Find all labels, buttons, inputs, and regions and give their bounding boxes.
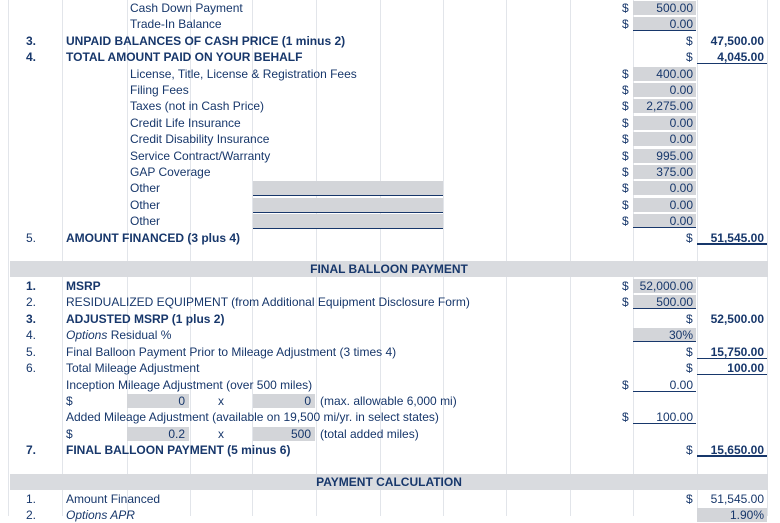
total-cell: 15,750.00 bbox=[697, 345, 767, 359]
row-label: Filing Fees bbox=[130, 83, 189, 97]
other-description-input[interactable] bbox=[253, 214, 443, 229]
amount-cell[interactable]: 375.00 bbox=[633, 165, 696, 179]
row-payment-amount-financed bbox=[0, 491, 780, 507]
row-label: Credit Life Insurance bbox=[130, 116, 241, 130]
miles-input[interactable]: 500 bbox=[253, 427, 315, 441]
row-label: GAP Coverage bbox=[130, 165, 211, 179]
other-description-input[interactable] bbox=[253, 181, 443, 196]
amount-cell[interactable]: 500.00 bbox=[633, 1, 696, 15]
amount-cell[interactable]: 995.00 bbox=[633, 149, 696, 163]
row-trade-in bbox=[0, 16, 780, 32]
row-label: MSRP bbox=[66, 279, 101, 293]
dollar-sign: $ bbox=[622, 378, 629, 392]
row-label-rest: Residual % bbox=[107, 328, 172, 342]
row-credit-disability bbox=[0, 131, 780, 147]
row-number: 2. bbox=[26, 295, 37, 309]
miles-input[interactable]: 0 bbox=[253, 394, 315, 408]
dollar-sign: $ bbox=[622, 67, 629, 81]
amount-cell[interactable]: 0.00 bbox=[633, 181, 696, 195]
dollar-sign: $ bbox=[622, 165, 629, 179]
dollar-sign: $ bbox=[622, 181, 629, 195]
row-msrp bbox=[0, 278, 780, 294]
dollar-sign: $ bbox=[686, 34, 693, 48]
row-cash-down bbox=[0, 0, 780, 16]
row-credit-life bbox=[0, 115, 780, 131]
dollar-sign: $ bbox=[686, 492, 693, 506]
dollar-sign: $ bbox=[622, 99, 629, 113]
dollar-sign: $ bbox=[622, 116, 629, 130]
row-added-calc bbox=[0, 426, 780, 442]
dollar-sign: $ bbox=[622, 279, 629, 293]
row-label: Credit Disability Insurance bbox=[130, 132, 270, 146]
row-number: 7. bbox=[26, 443, 37, 457]
row-number: 1. bbox=[26, 279, 37, 293]
row-balloon-prior bbox=[0, 344, 780, 360]
row-inception-mileage bbox=[0, 377, 780, 393]
row-label: ADJUSTED MSRP (1 plus 2) bbox=[66, 312, 225, 326]
percent-cell[interactable]: 1.90% bbox=[697, 508, 767, 522]
row-service-contract bbox=[0, 148, 780, 164]
dollar-sign: $ bbox=[686, 50, 693, 64]
rate-input[interactable]: 0.2 bbox=[127, 427, 189, 441]
amount-cell: 100.00 bbox=[633, 410, 696, 424]
row-options-residual bbox=[0, 327, 780, 343]
row-label: Trade-In Balance bbox=[130, 17, 222, 31]
row-options-apr bbox=[0, 507, 780, 523]
row-label: Amount Financed bbox=[66, 492, 161, 506]
row-taxes bbox=[0, 98, 780, 114]
times-sign: x bbox=[218, 427, 224, 441]
dollar-sign: $ bbox=[686, 231, 693, 245]
dollar-sign: $ bbox=[622, 17, 629, 31]
row-number: 5. bbox=[26, 231, 37, 245]
total-cell: 15,650.00 bbox=[697, 443, 767, 457]
row-label: UNPAID BALANCES OF CASH PRICE (1 minus 2) bbox=[66, 34, 346, 48]
row-label: Cash Down Payment bbox=[130, 1, 243, 15]
row-other bbox=[0, 197, 780, 213]
section-header-balloon: FINAL BALLOON PAYMENT bbox=[10, 261, 768, 277]
row-number: 4. bbox=[26, 328, 37, 342]
row-number: 5. bbox=[26, 345, 37, 359]
row-added-mileage bbox=[0, 409, 780, 425]
row-label: Options APR bbox=[66, 508, 135, 522]
row-number: 3. bbox=[26, 312, 37, 326]
row-number: 4. bbox=[26, 50, 37, 64]
row-label: Other bbox=[130, 181, 161, 195]
row-gap-coverage bbox=[0, 164, 780, 180]
row-label: FINAL BALLOON PAYMENT (5 minus 6) bbox=[66, 443, 291, 457]
amount-cell[interactable]: 0.00 bbox=[633, 116, 696, 130]
row-other bbox=[0, 180, 780, 196]
row-label: Other bbox=[130, 214, 161, 228]
row-inception-calc bbox=[0, 393, 780, 409]
row-number: 6. bbox=[26, 361, 37, 375]
times-sign: x bbox=[218, 394, 224, 408]
row-label: Added Mileage Adjustment (available on 19,500 mi/yr. in select states) bbox=[66, 410, 439, 424]
row-label bbox=[66, 327, 171, 343]
dollar-sign: $ bbox=[622, 132, 629, 146]
total-cell: 51,545.00 bbox=[697, 231, 767, 245]
row-other bbox=[0, 213, 780, 229]
total-cell: 4,045.00 bbox=[697, 50, 767, 64]
total-cell: 52,500.00 bbox=[710, 312, 764, 326]
row-label: Service Contract/Warranty bbox=[130, 149, 271, 163]
dollar-sign: $ bbox=[686, 345, 693, 359]
row-unpaid-balance bbox=[0, 33, 780, 49]
other-description-input[interactable] bbox=[253, 198, 443, 213]
amount-cell[interactable]: 0.00 bbox=[633, 17, 696, 31]
amount-cell[interactable]: 0.00 bbox=[633, 214, 696, 228]
dollar-sign: $ bbox=[622, 1, 629, 15]
row-label: AMOUNT FINANCED (3 plus 4) bbox=[66, 231, 240, 245]
dollar-sign: $ bbox=[686, 443, 693, 457]
row-amount-financed bbox=[0, 230, 780, 246]
row-residualized-equipment bbox=[0, 294, 780, 310]
section-header-payment: PAYMENT CALCULATION bbox=[10, 474, 768, 490]
row-label-italic: Options bbox=[66, 328, 108, 342]
amount-cell[interactable]: 400.00 bbox=[633, 67, 696, 81]
rate-input[interactable]: 0 bbox=[127, 394, 189, 408]
total-cell: 51,545.00 bbox=[710, 492, 764, 506]
total-cell: 100.00 bbox=[697, 361, 767, 375]
amount-cell[interactable]: 0.00 bbox=[633, 198, 696, 212]
row-label: Taxes (not in Cash Price) bbox=[130, 99, 265, 113]
row-label: TOTAL AMOUNT PAID ON YOUR BEHALF bbox=[66, 50, 303, 64]
amount-cell[interactable]: 500.00 bbox=[633, 295, 696, 309]
calc-note: (total added miles) bbox=[320, 427, 419, 441]
dollar-sign: $ bbox=[622, 410, 629, 424]
row-filing-fees bbox=[0, 82, 780, 98]
total-cell: 47,500.00 bbox=[710, 34, 764, 48]
row-license-fees bbox=[0, 66, 780, 82]
row-adjusted-msrp bbox=[0, 311, 780, 327]
percent-cell[interactable]: 30% bbox=[633, 328, 696, 342]
amount-cell[interactable]: 52,000.00 bbox=[633, 279, 696, 293]
dollar-sign: $ bbox=[686, 312, 693, 326]
row-label: License, Title, License & Registration Fees bbox=[130, 67, 357, 81]
amount-cell[interactable]: 2,275.00 bbox=[633, 99, 696, 113]
dollar-sign: $ bbox=[622, 198, 629, 212]
dollar-sign: $ bbox=[66, 394, 73, 408]
row-label: Inception Mileage Adjustment (over 500 miles) bbox=[66, 378, 313, 392]
dollar-sign: $ bbox=[622, 149, 629, 163]
row-number: 1. bbox=[26, 492, 37, 506]
row-label: RESIDUALIZED EQUIPMENT (from Additional Equipment Disclosure Form) bbox=[66, 295, 470, 309]
dollar-sign: $ bbox=[686, 361, 693, 375]
row-number: 2. bbox=[26, 508, 37, 522]
row-number: 3. bbox=[26, 34, 37, 48]
amount-cell[interactable]: 0.00 bbox=[633, 83, 696, 97]
dollar-sign: $ bbox=[622, 214, 629, 228]
row-label: Other bbox=[130, 198, 161, 212]
row-label: Final Balloon Payment Prior to Mileage Adjustment (3 times 4) bbox=[66, 345, 397, 359]
calc-note: (max. allowable 6,000 mi) bbox=[320, 394, 457, 408]
row-total-paid bbox=[0, 49, 780, 65]
dollar-sign: $ bbox=[66, 427, 73, 441]
row-total-mileage bbox=[0, 360, 780, 376]
row-label: Total Mileage Adjustment bbox=[66, 361, 200, 375]
row-final-balloon bbox=[0, 442, 780, 458]
amount-cell[interactable]: 0.00 bbox=[633, 132, 696, 146]
dollar-sign: $ bbox=[622, 295, 629, 309]
amount-cell: 0.00 bbox=[633, 378, 696, 392]
dollar-sign: $ bbox=[622, 83, 629, 97]
